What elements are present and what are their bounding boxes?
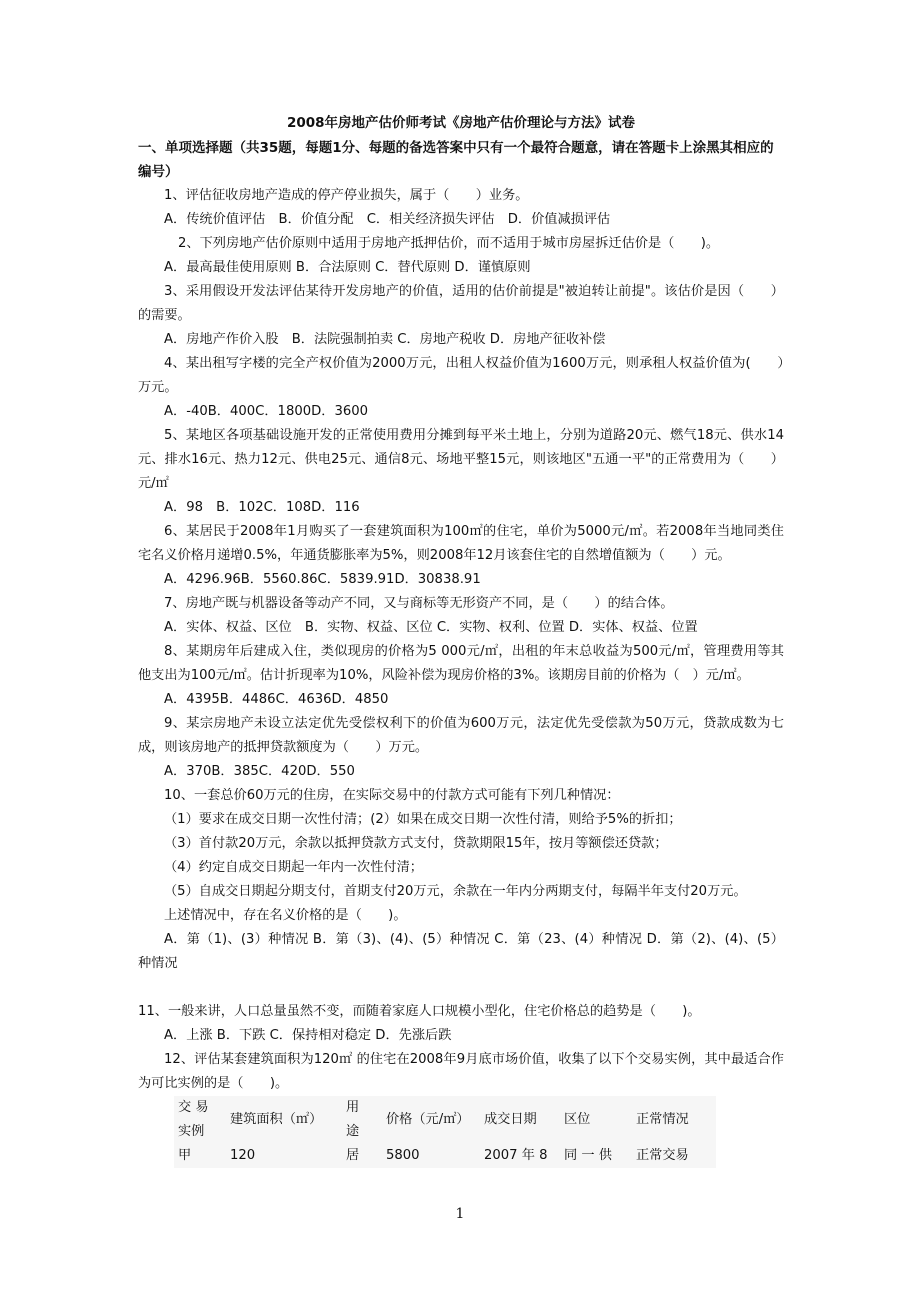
question-5-options: A．98 B．102C．108D．116: [164, 500, 360, 515]
table-header-cell: 正常情况: [636, 1112, 689, 1127]
question-11-stem: 11、一般来讲，人口总量虽然不变，而随着家庭人口规模小型化，住宅价格总的趋势是（ )。: [138, 1004, 701, 1019]
question-1-options: A．传统价值评估 B．价值分配 C．相关经济损失评估 D．价值减损评估: [164, 212, 611, 227]
question-6-options: A．4296.96B．5560.86C．5839.91D．30838.91: [164, 572, 481, 587]
table-header-cell: 价格（元/㎡）: [386, 1112, 470, 1127]
question-11-options: A．上涨 B．下跌 C．保持相对稳定 D．先涨后跌: [164, 1028, 452, 1043]
table-header-cell: 建筑面积（㎡）: [230, 1112, 323, 1127]
question-4-stem: 4、某出租写字楼的完全产权价值为2000万元，出租人权益价值为1600万元，则承租人权益价值为( ）万元。: [138, 356, 784, 395]
question-10-case-5: （5）自成交日期起分期支付，首期支付20万元，余款在一年内分两期支付，每隔半年支付20万元。: [164, 884, 747, 899]
table-cell: 正常交易: [636, 1148, 689, 1163]
table-header-cell: 用 途: [346, 1100, 360, 1139]
question-1-stem: 1、评估征收房地产造成的停产停业损失，属于（ ）业务。: [164, 188, 529, 203]
table-cell: 5800: [386, 1148, 420, 1163]
question-12-stem: 12、评估某套建筑面积为120㎡ 的住宅在2008年9月底市场价值，收集了以下个交易实例，其中最适合作为可比实例的是（ )。: [138, 1052, 784, 1091]
table-cell: 同 一 供: [564, 1148, 612, 1163]
table-header-row: [174, 1096, 716, 1144]
question-3-stem: 3、采用假设开发法评估某待开发房地产的价值，适用的估价前提是"被迫转让前提"。该估价是因（ ）的需要。: [138, 284, 784, 323]
question-10-options: A．第（1)、(3）种情况 B．第（3)、(4)、(5）种情况 C．第（23、(4）种情况 D．第（2)、(4)、(5）种情况: [138, 932, 784, 971]
question-2-options: A．最高最佳使用原则 B．合法原则 C．替代原则 D．谨慎原则: [164, 260, 531, 275]
table-header-cell: 交 易 实例: [178, 1100, 209, 1139]
table-header-cell: 成交日期: [484, 1112, 537, 1127]
question-5-stem: 5、某地区各项基础设施开发的正常使用费用分摊到每平米土地上，分别为道路20元、燃气18元、供水14元、排水16元、热力12元、供电25元、通信8元、场地平整15元，则该地区"五通一平"的正常费用为（ ）元/㎡: [138, 428, 784, 491]
question-4-options: A．-40B．400C．1800D．3600: [164, 404, 369, 419]
transaction-table: [174, 1096, 716, 1168]
question-3-options: A．房地产作价入股 B．法院强制拍卖 C．房地产税收 D．房地产征收补偿: [164, 332, 606, 347]
question-8-options: A．4395B．4486C．4636D．4850: [164, 692, 389, 707]
question-10-case-4: （4）约定自成交日期起一年内一次性付清；: [164, 860, 423, 875]
question-10-stem: 10、一套总价60万元的住房，在实际交易中的付款方式可能有下列几种情况：: [164, 788, 620, 803]
question-9-options: A．370B．385C．420D．550: [164, 764, 355, 779]
question-10-case-3: （3）首付款20万元，余款以抵押贷款方式支付，贷款期限15年，按月等额偿还贷款；: [164, 836, 668, 851]
question-9-stem: 9、某宗房地产未设立法定优先受偿权利下的价值为600万元，法定优先受偿款为50万元，贷款成数为七成，则该房地产的抵押贷款额度为（ ）万元。: [138, 716, 784, 755]
page-number: 1: [455, 1206, 465, 1222]
table-cell: 甲: [178, 1148, 192, 1163]
question-7-options: A．实体、权益、区位 B．实物、权益、区位 C．实物、权利、位置 D．实体、权益、位置: [164, 620, 698, 635]
question-6-stem: 6、某居民于2008年1月购买了一套建筑面积为100㎡的住宅，单价为5000元/㎡。若2008年当地同类住宅名义价格月递增0.5%，年通货膨胀率为5%，则2008年12月该套住宅的自然增值额为（ ）元。: [138, 524, 784, 563]
table-header-cell: 区位: [564, 1112, 591, 1127]
table-row: [174, 1144, 716, 1168]
table-cell: 2007 年 8: [484, 1148, 548, 1163]
section-heading: 一、单项选择题（共35题，每题1分、每题的备选答案中只有一个最符合题意，请在答题卡上涂黑其相应的编号）: [138, 140, 774, 180]
table-cell: 居: [346, 1148, 360, 1163]
question-8-stem: 8、某期房年后建成入住，类似现房的价格为5 000元/㎡，出租的年末总收益为500元/㎡，管理费用等其他支出为100元/㎡。估计折现率为10%，风险补偿为现房价格的3%。该期房目前的价格为（ ）元/㎡。: [138, 644, 784, 683]
exam-title: 2008年房地产估价师考试《房地产估价理论与方法》试卷: [286, 115, 636, 131]
question-7-stem: 7、房地产既与机器设备等动产不同，又与商标等无形资产不同，是（ ）的结合体。: [164, 596, 674, 611]
question-10-case-1: （1）要求在成交日期一次性付清；(2）如果在成交日期一次性付清，则给予5%的折扣；: [164, 812, 682, 827]
question-10-prompt: 上述情况中，存在名义价格的是（ )。: [164, 908, 407, 923]
blank-line: [138, 976, 784, 1000]
table-cell: 120: [230, 1148, 256, 1163]
question-2-stem: 2、下列房地产估价原则中适用于房地产抵押估价，而不适用于城市房屋拆迁估价是（ )。: [178, 236, 720, 251]
document-page: [138, 112, 784, 1168]
